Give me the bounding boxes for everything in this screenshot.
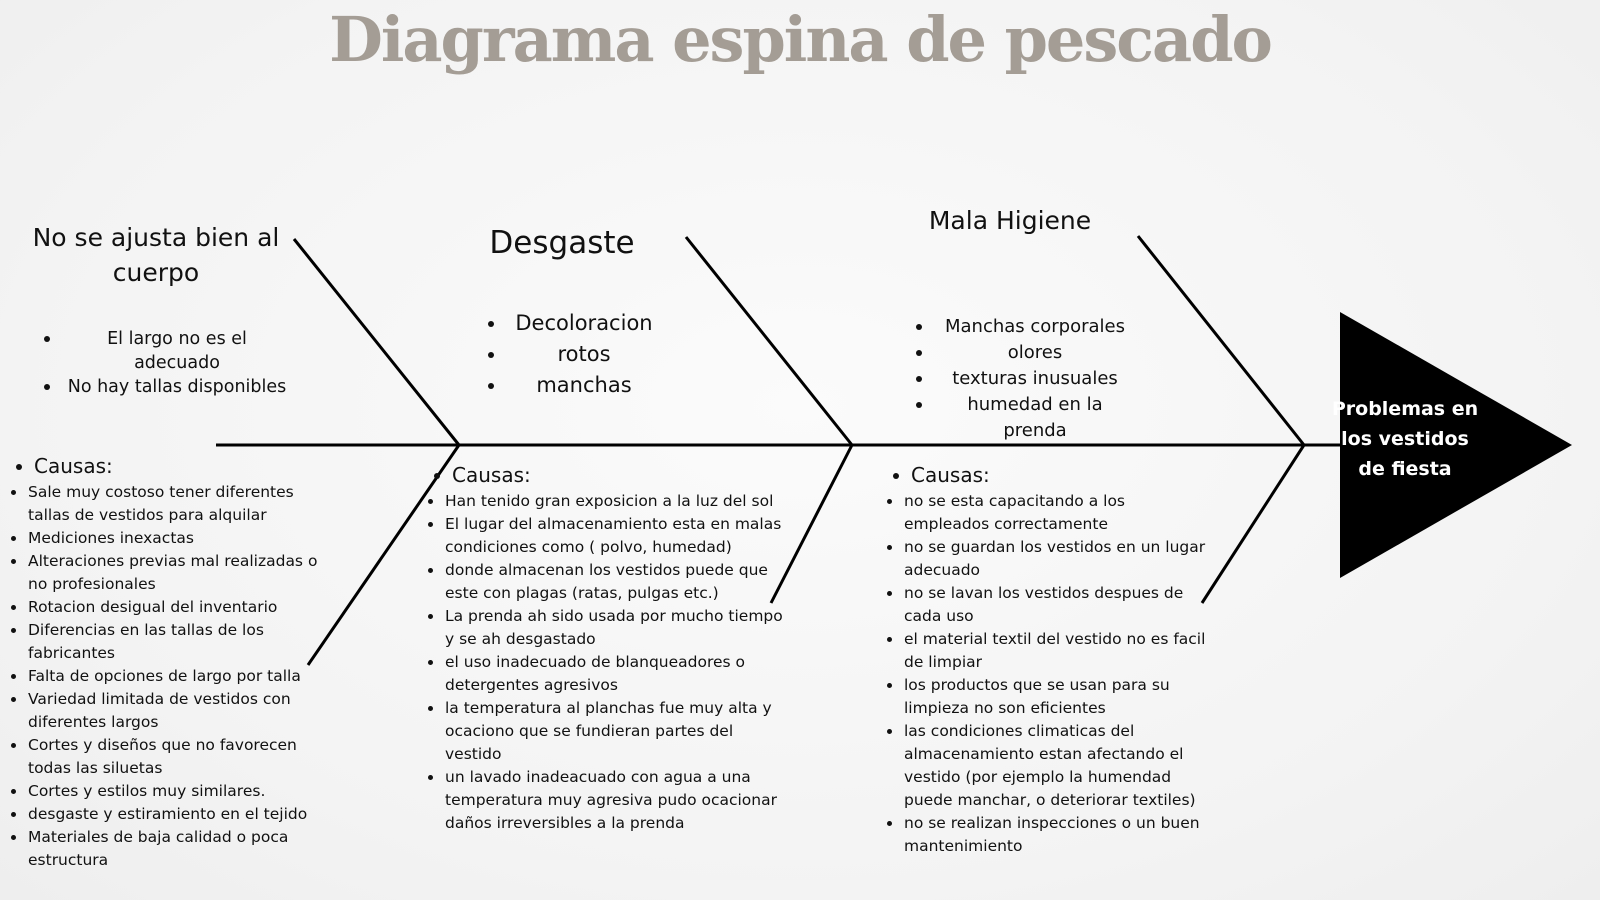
cause-list-fit: [8, 481, 320, 872]
list-item: Materiales de baja calidad o poca estructura: [8, 826, 320, 872]
list-item: no se lavan los vestidos despues de cada uso: [884, 582, 1214, 628]
list-item: Cortes y estilos muy similares.: [8, 780, 320, 803]
list-item: Mediciones inexactas: [8, 527, 320, 550]
list-item: Manchas corporales: [912, 314, 1132, 340]
list-item: Sale muy costoso tener diferentes tallas de vestidos para alquilar: [8, 481, 320, 527]
list-item: no se realizan inspecciones o un buen mantenimiento: [884, 812, 1214, 858]
list-item: Rotacion desigual del inventario: [8, 596, 320, 619]
bone-upper-3: [1138, 236, 1304, 445]
category-title-fit: No se ajusta bien al cuerpo: [32, 223, 280, 287]
list-item: La prenda ah sido usada por mucho tiempo y se ah desgastado: [425, 605, 785, 651]
category-title-wear: Desgaste: [489, 225, 635, 261]
list-item: Variedad limitada de vestidos con diferentes largos: [8, 688, 320, 734]
list-item: Diferencias en las tallas de los fabricantes: [8, 619, 320, 665]
list-item: El largo no es el adecuado: [40, 327, 288, 375]
list-item: los productos que se usan para su limpieza no son eficientes: [884, 674, 1214, 720]
bone-lower-3: [1202, 445, 1304, 603]
diagram-title: Diagrama espina de pescado: [329, 3, 1271, 76]
list-item: texturas inusuales: [912, 366, 1132, 392]
cause-list-hygiene: [884, 490, 1214, 858]
list-item: Cortes y diseños que no favorecen todas las siluetas: [8, 734, 320, 780]
list-item: no se esta capacitando a los empleados correctamente: [884, 490, 1214, 536]
bone-upper-1: [294, 239, 459, 445]
list-item: humedad en la prenda: [912, 392, 1132, 444]
causes-heading-fit: Causas:: [12, 454, 113, 478]
category-items-wear: [484, 308, 658, 401]
list-item: olores: [912, 340, 1132, 366]
list-item: Decoloracion: [484, 308, 658, 339]
list-item: el uso inadecuado de blanqueadores o detergentes agresivos: [425, 651, 785, 697]
list-item: donde almacenan los vestidos puede que este con plagas (ratas, pulgas etc.): [425, 559, 785, 605]
bone-upper-2: [686, 237, 852, 445]
list-item: No hay tallas disponibles: [40, 375, 288, 399]
list-item: Han tenido gran exposicion a la luz del sol: [425, 490, 785, 513]
causes-heading-hygiene: Causas:: [889, 463, 990, 487]
list-item: un lavado inadeacuado con agua a una temperatura muy agresiva pudo ocacionar daños irreversibles a la prenda: [425, 766, 785, 835]
list-item: Alteraciones previas mal realizadas o no profesionales: [8, 550, 320, 596]
list-item: rotos: [484, 339, 658, 370]
list-item: la temperatura al planchas fue muy alta y ocaciono que se fundieran partes del vestido: [425, 697, 785, 766]
list-item: manchas: [484, 370, 658, 401]
list-item: desgaste y estiramiento en el tejido: [8, 803, 320, 826]
list-item: no se guardan los vestidos en un lugar adecuado: [884, 536, 1214, 582]
cause-list-wear: [425, 490, 785, 835]
problem-label: Problemas en los vestidos de fiesta: [1331, 398, 1479, 480]
list-item: El lugar del almacenamiento esta en malas condiciones como ( polvo, humedad): [425, 513, 785, 559]
list-item: el material textil del vestido no es facil de limpiar: [884, 628, 1214, 674]
category-items-hygiene: [912, 314, 1132, 444]
list-item: Falta de opciones de largo por talla: [8, 665, 320, 688]
category-title-hygiene: Mala Higiene: [928, 206, 1092, 235]
list-item: las condiciones climaticas del almacenamiento estan afectando el vestido (por ejemplo la humendad puede manchar, o deteriorar textiles): [884, 720, 1214, 812]
causes-heading-wear: Causas:: [430, 463, 531, 487]
category-items-fit: [40, 327, 288, 399]
